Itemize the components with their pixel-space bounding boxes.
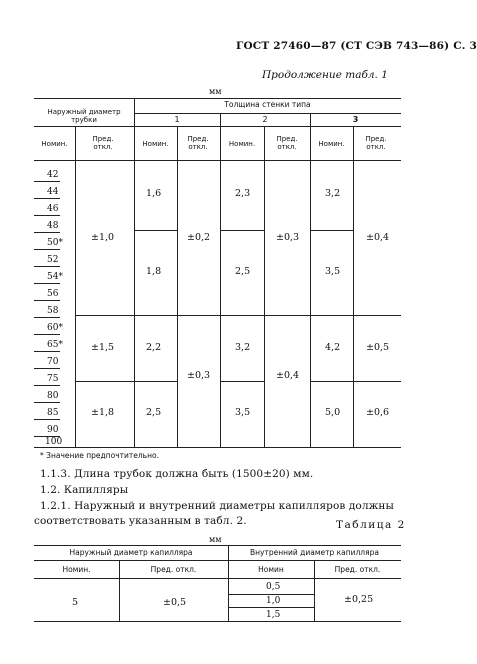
t2-outer-tol: ±0,5	[163, 597, 187, 608]
table2-unit: мм	[209, 535, 222, 544]
footnote: * Значение предпочтительно.	[40, 451, 159, 460]
diameter-value: 58	[47, 306, 59, 316]
diam-tol-header: Пред. откл.	[92, 135, 114, 151]
t2-inner-tol: ±0,25	[344, 594, 374, 605]
diameter-value: 70	[47, 357, 59, 367]
paragraph-1-2: 1.2. Капилляры	[40, 484, 129, 496]
t2-inner-nom: 1,5	[266, 610, 281, 620]
diameter-value: 50*	[47, 238, 63, 248]
diameter-value: 42	[47, 170, 59, 180]
diameter-value: 85	[47, 408, 59, 418]
diameter-value: 60*	[47, 323, 63, 333]
diameter-value: 44	[47, 187, 59, 197]
t2-inner-nom: 1,0	[266, 596, 281, 606]
t2-outer-nom: 5	[72, 597, 79, 608]
t2-outer-tol-header: Пред. откл.	[150, 565, 197, 574]
type1-tol: ±0,2	[187, 232, 211, 243]
t2-col-outer: Наружный диаметр капилляра	[69, 548, 193, 557]
diam-tolerance: ±1,0	[91, 232, 115, 243]
type1-nom: 1,6	[146, 188, 162, 199]
t2-col-inner: Внутренний диаметр капилляра	[250, 548, 379, 557]
diameter-value: 80	[47, 391, 59, 401]
page-header: ГОСТ 27460—87 (СТ СЭВ 743—86) С. 3	[236, 40, 477, 52]
type1-nom: 2,5	[146, 407, 162, 418]
type3-nom: 3,2	[325, 188, 341, 199]
type2-tol: ±0,4	[276, 370, 300, 381]
type3-nom-header: Номин.	[318, 140, 345, 148]
type2-nom: 2,3	[235, 188, 251, 199]
diameter-value: 65*	[47, 340, 63, 350]
paragraph-1-1-3: 1.1.3. Длина трубок должна быть (1500±20) мм.	[40, 468, 314, 480]
t2-outer-nom-header: Номин.	[62, 565, 91, 574]
type1-nom-header: Номин.	[142, 140, 169, 148]
type3-nom: 4,2	[325, 342, 341, 353]
table-continuation-caption: Продолжение табл. 1	[262, 69, 388, 81]
diameter-value: 54*	[47, 272, 63, 282]
t2-inner-nom-header: Номин	[258, 565, 284, 574]
type-2-header: 2	[262, 115, 268, 124]
type-1-header: 1	[174, 115, 180, 124]
type3-tol-header: Пред. откл.	[365, 135, 387, 151]
type2-nom: 2,5	[235, 266, 251, 277]
type2-tol-header: Пред. откл.	[276, 135, 298, 151]
diameter-value: 100	[45, 437, 63, 447]
col-wall-thickness: Толщина стенки типа	[224, 100, 311, 109]
type1-tol: ±0,3	[187, 370, 211, 381]
type-3-header: 3	[352, 115, 359, 124]
paragraph-1-2-1: 1.2.1. Наружный и внутренний диаметры капилляров должны	[40, 500, 394, 512]
diameter-value: 75	[47, 374, 59, 384]
type1-nom: 1,8	[146, 266, 162, 277]
diameter-value: 90	[47, 425, 59, 435]
type3-tol: ±0,5	[366, 342, 390, 353]
col-outer-diameter: Наружный диаметр трубки	[47, 108, 121, 124]
type2-nom-header: Номин.	[228, 140, 256, 148]
diameter-value: 56	[47, 289, 59, 299]
paragraph-1-2-1-cont: соответствовать указанным в табл. 2.	[34, 515, 247, 527]
type3-nom: 5,0	[325, 407, 341, 418]
type1-nom: 2,2	[146, 342, 162, 353]
table1-unit: мм	[209, 87, 222, 96]
diameter-value: 46	[47, 204, 59, 214]
type3-tol: ±0,4	[366, 232, 390, 243]
type2-nom: 3,5	[235, 407, 251, 418]
diam-nom-header: Номин.	[41, 140, 68, 148]
type3-nom: 3,5	[325, 266, 341, 277]
t2-inner-tol-header: Пред. откл.	[334, 565, 381, 574]
diameter-value: 52	[47, 255, 59, 265]
type1-tol-header: Пред. откл.	[187, 135, 209, 151]
type2-tol: ±0,3	[276, 232, 300, 243]
type2-nom: 3,2	[235, 342, 251, 353]
diam-tolerance: ±1,5	[91, 342, 115, 353]
diameter-value: 48	[47, 221, 59, 231]
table2-caption: Таблица 2	[336, 519, 406, 531]
diam-tolerance: ±1,8	[91, 407, 115, 418]
t2-inner-nom: 0,5	[266, 582, 281, 592]
type3-tol: ±0,6	[366, 407, 390, 418]
